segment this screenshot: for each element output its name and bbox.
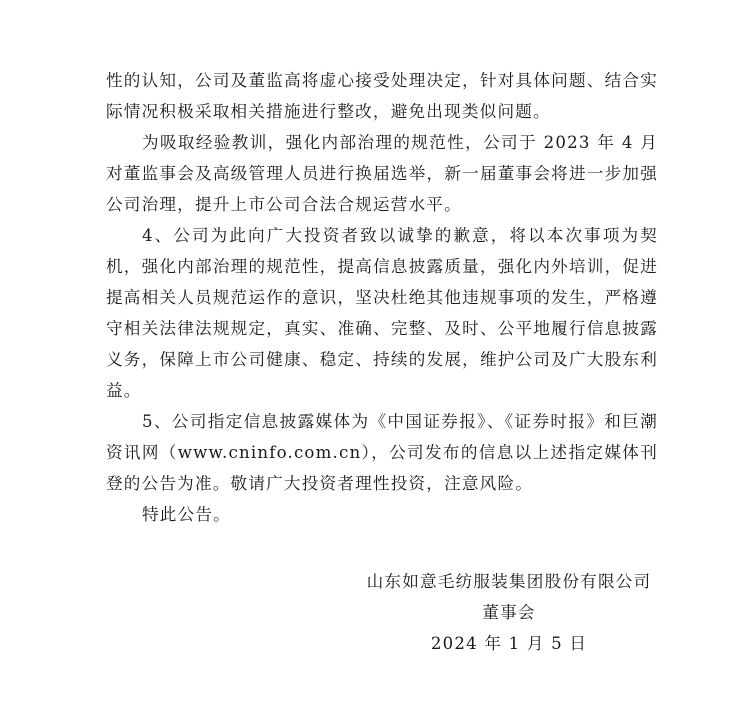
paragraph-continuation: 性的认知，公司及董监高将虚心接受处理决定，针对具体问题、结合实际情况积极采取相关措施进行整改，避免出现类似问题。	[106, 71, 658, 121]
signature-block	[359, 566, 659, 659]
paragraph-item-5-media: 5、公司指定信息披露媒体为《中国证券报》、《证券时报》和巨潮资讯网（www.cninfo.com.cn），公司发布的信息以上述指定媒体刊登的公告为准。敬请广大投资者理性投资，注意风险。	[106, 412, 658, 493]
paragraph-lessons-learned: 为吸取经验教训，强化内部治理的规范性，公司于 2023 年 4 月对董监事会及高级管理人员进行换届选举，新一届董事会将进一步加强公司治理，提升上市公司合法合规运营水平。	[106, 133, 658, 214]
company-name: 山东如意毛纺服装集团股份有限公司	[366, 572, 652, 591]
paragraph-closing: 特此公告。	[142, 505, 231, 524]
board-name: 董事会	[482, 603, 536, 622]
document-body	[106, 65, 658, 530]
signature-date: 2024 年 1 月 5 日	[430, 634, 588, 653]
paragraph-item-4-apology: 4、公司为此向广大投资者致以诚挚的歉意，将以本次事项为契机，强化内部治理的规范性，提高信息披露质量，强化内外培训，促进提高相关人员规范运作的意识，坚决杜绝其他违规事项的发生，严格遵守相关法律法规规定，真实、准确、完整、及时、公平地履行信息披露义务，保障上市公司健康、稳定、持续的发展，维护公司及广大股东利益。	[106, 226, 658, 400]
